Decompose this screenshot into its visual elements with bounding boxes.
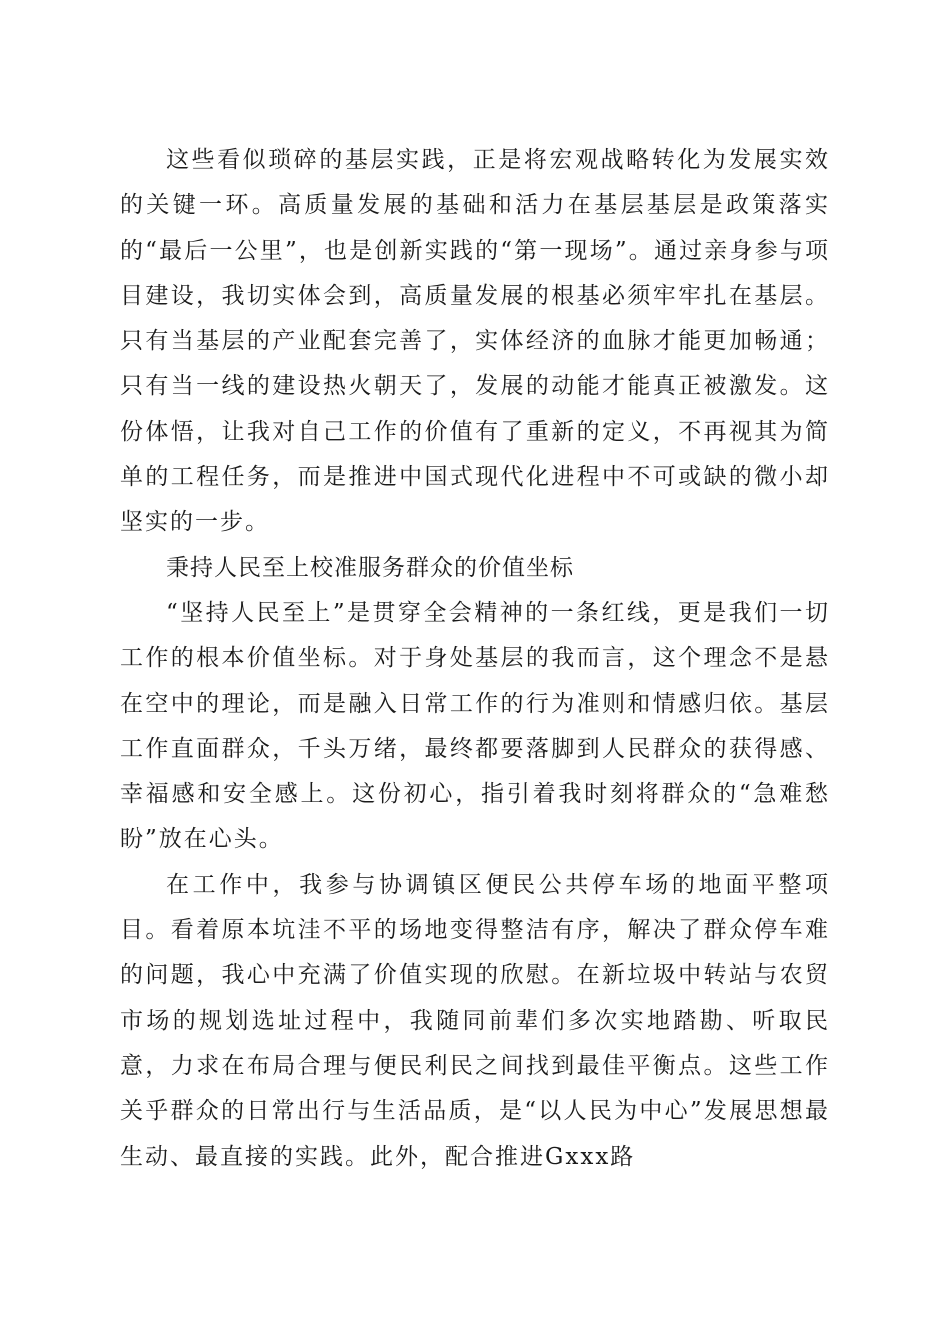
paragraph-grassroots-practice: 这些看似琐碎的基层实践，正是将宏观战略转化为发展实效的关键一环。高质量发展的基础和活力在基层基层是政策落实的“最后一公里”，也是创新实践的“第一现场”。通过亲身参与项目建设，我切实体会到，高质量发展的根基必须牢牢扎在基层。只有当基层的产业配套完善了，实体经济的血脉才能更加畅通；只有当一线的建设热火朝天了，发展的动能才能真正被激发。这份体悟，让我对自己工作的价值有了重新的定义，不再视其为简单的工程任务，而是推进中国式现代化进程中不可或缺的微小却坚实的一步。 — [120, 147, 830, 536]
document-body — [120, 138, 830, 1180]
paragraph-people-first: “坚持人民至上”是贯穿全会精神的一条红线，更是我们一切工作的根本价值坐标。对于身处基层的我而言，这个理念不是悬在空中的理论，而是融入日常工作的行为准则和情感归依。基层工作直面群众，千头万绪，最终都要落脚到人民群众的获得感、幸福感和安全感上。这份初心，指引着我时刻将群众的“急难愁盼”放在心头。 — [120, 599, 830, 853]
paragraph-work-projects: 在工作中，我参与协调镇区便民公共停车场的地面平整项目。看着原本坑洼不平的场地变得整洁有序，解决了群众停车难的问题，我心中充满了价值实现的欣慰。在新垃圾中转站与农贸市场的规划选址过程中，我随同前辈们多次实地踏勘、听取民意，力求在布局合理与便民利民之间找到最佳平衡点。这些工作关乎群众的日常出行与生活品质，是“以人民为中心”发展思想最生动、最直接的实践。此外，配合推进Gxxx路 — [120, 871, 830, 1170]
section-heading-people-first: 秉持人民至上校准服务群众的价值坐标 — [166, 554, 574, 581]
